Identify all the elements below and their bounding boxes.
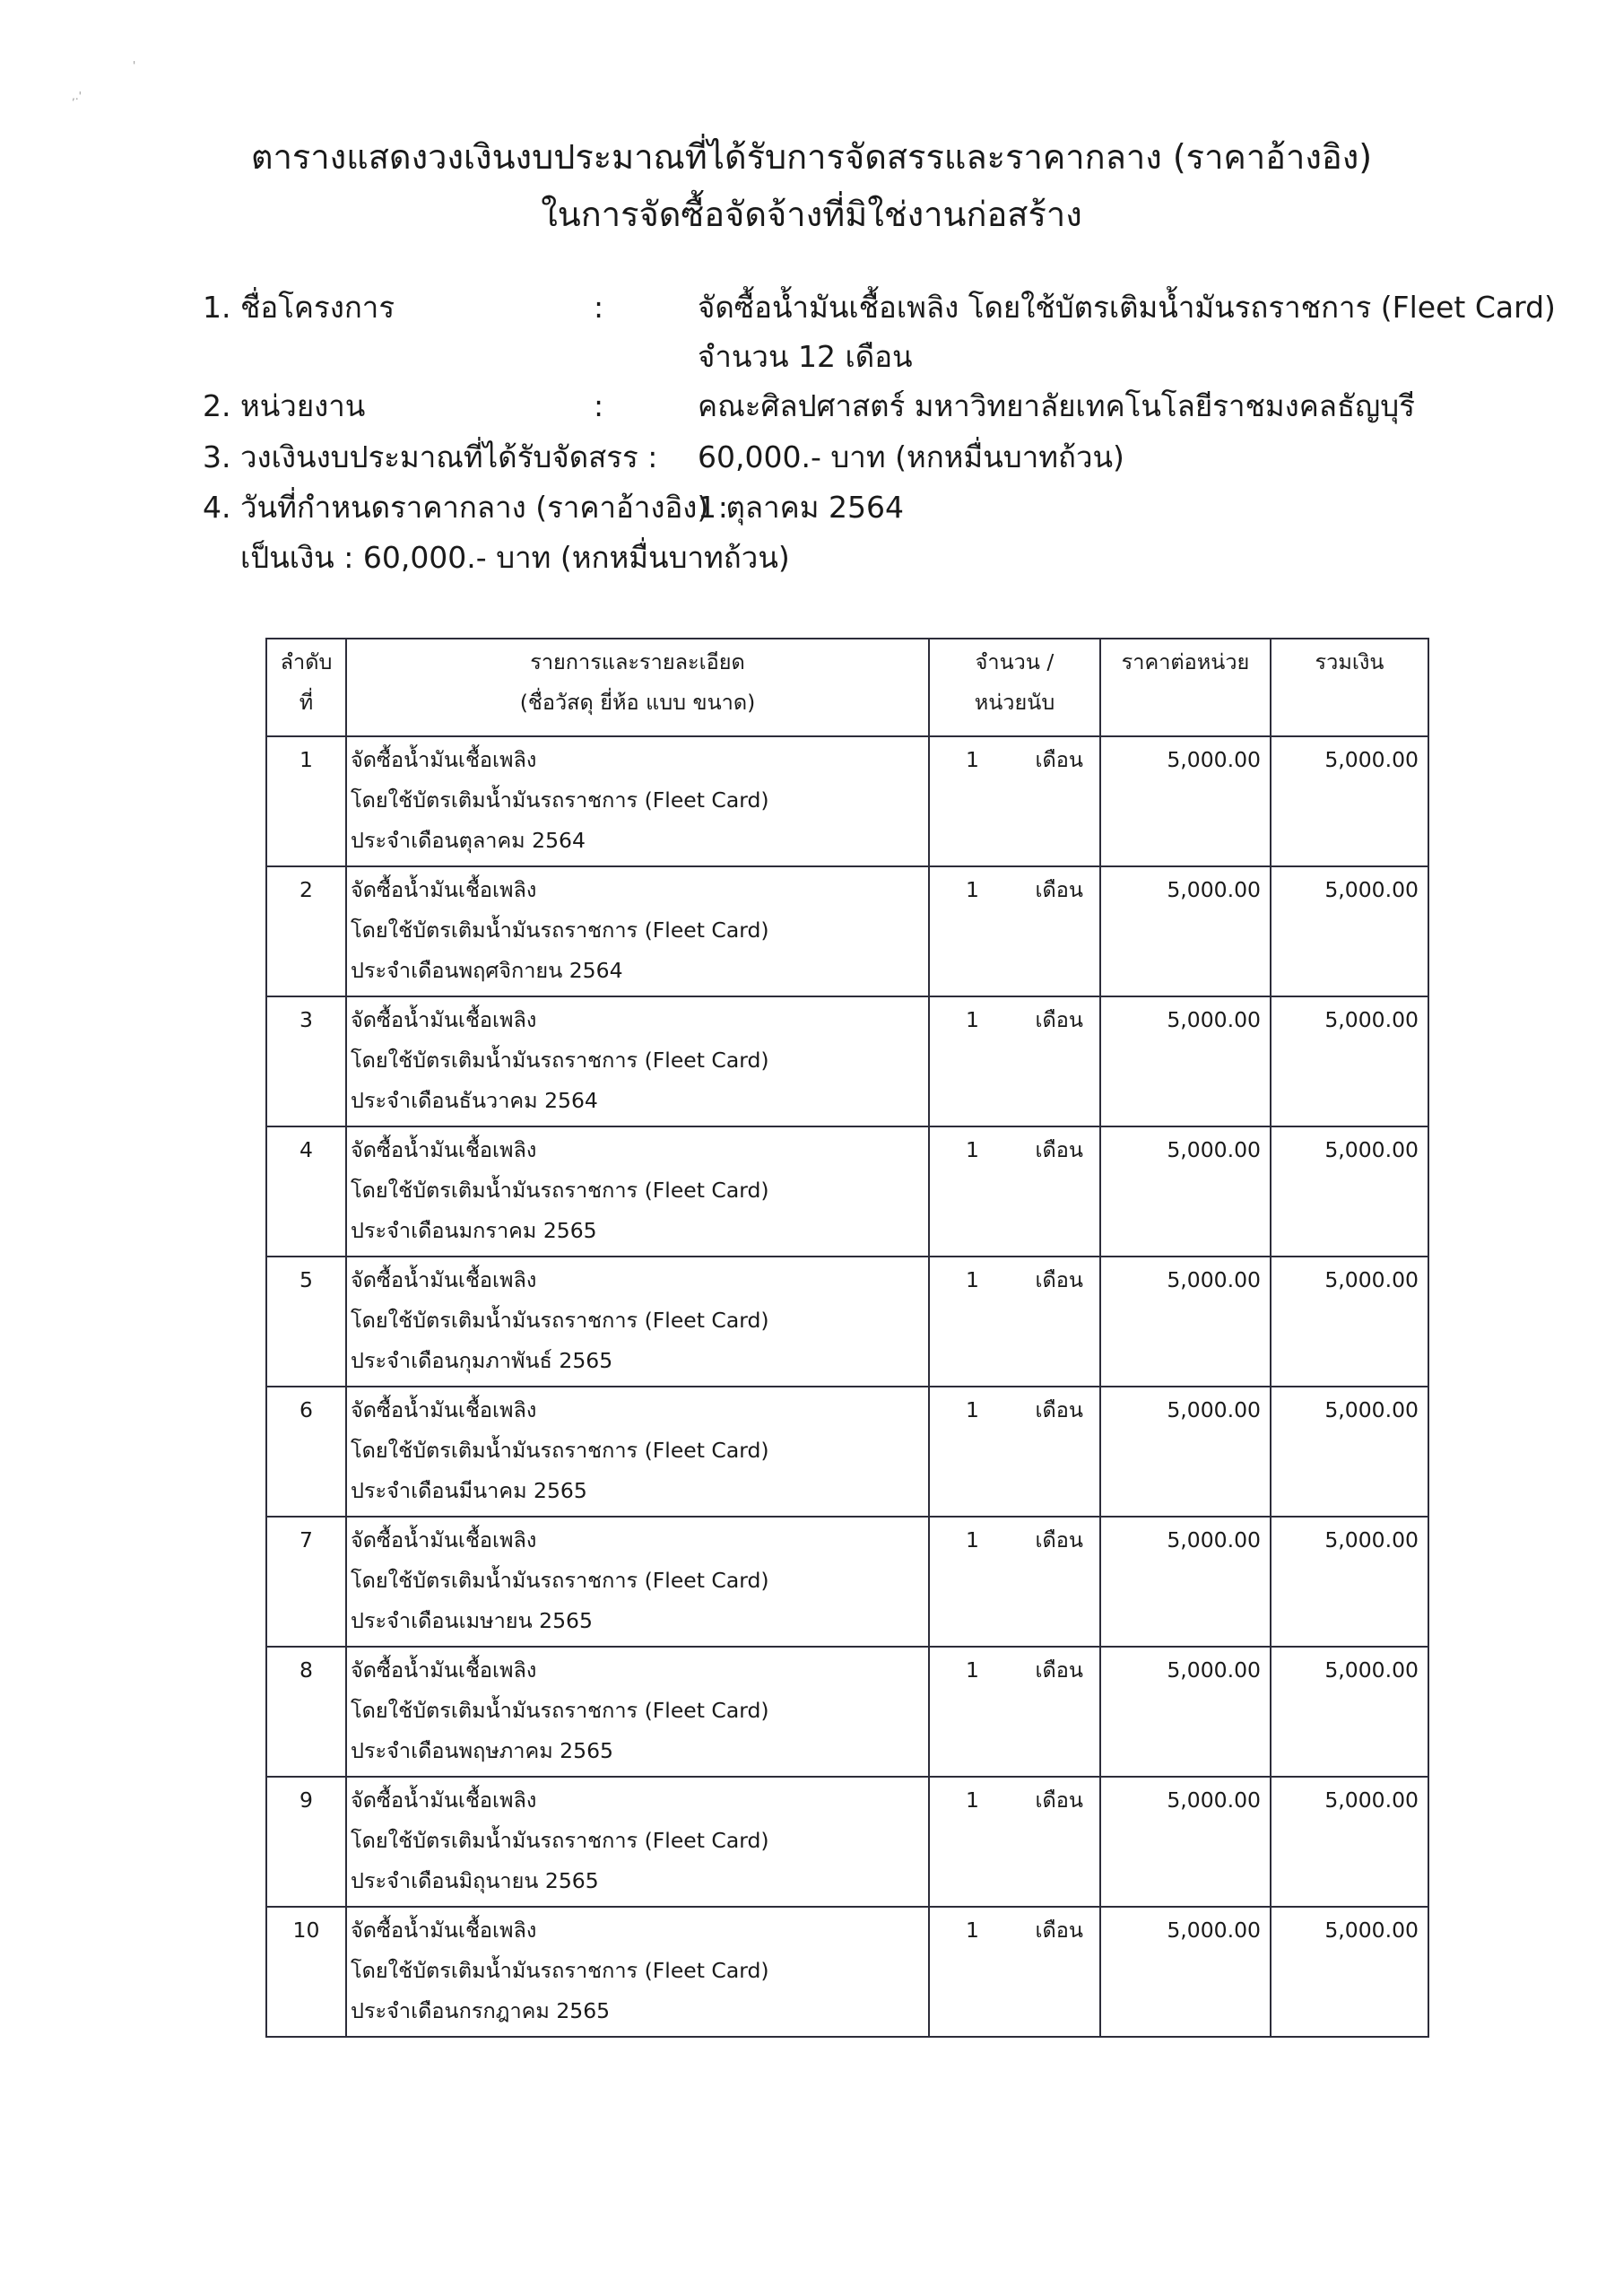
row-description-line-1: จัดซื้อน้ำมันเชื้อเพลิง — [351, 1397, 537, 1422]
row-unit-price: 5,000.00 — [1100, 1647, 1271, 1777]
header-quantity-line-2: หน่วยนับ — [974, 690, 1055, 715]
row-quantity-value: 1 — [966, 1267, 979, 1292]
table-row — [266, 1126, 1428, 1257]
row-total: 5,000.00 — [1271, 866, 1428, 996]
header-quantity — [929, 639, 1100, 736]
row-description-line-1: จัดซื้อน้ำมันเชื้อเพลิง — [351, 1267, 537, 1292]
row-description — [346, 1907, 929, 2037]
row-description-line-2: โดยใช้บัตรเติมน้ำมันรถราชการ (Fleet Card) — [351, 1438, 769, 1463]
row-unit-price: 5,000.00 — [1100, 1257, 1271, 1387]
date-label: 4. วันที่กำหนดราคากลาง (ราคาอ้างอิง) : — [203, 490, 728, 525]
header-unit-price — [1100, 639, 1271, 736]
row-unit-price: 5,000.00 — [1100, 1907, 1271, 2037]
row-quantity — [929, 1257, 1100, 1387]
budget-value: 60,000.- บาท (หกหมื่นบาทถ้วน) — [698, 439, 1124, 474]
row-description-line-2: โดยใช้บัตรเติมน้ำมันรถราชการ (Fleet Card) — [351, 787, 769, 813]
table-row — [266, 866, 1428, 996]
row-quantity-value: 1 — [966, 747, 979, 772]
row-unit-price: 5,000.00 — [1100, 1126, 1271, 1257]
table-row — [266, 1257, 1428, 1387]
row-unit-price: 5,000.00 — [1100, 996, 1271, 1126]
header-description-line-2: (ชื่อวัสดุ ยี่ห้อ แบบ ขนาด) — [519, 690, 756, 715]
row-description-line-3: ประจำเดือนมีนาคม 2565 — [351, 1478, 587, 1503]
header-quantity-line-1: จำนวน / — [975, 649, 1055, 674]
header-no-line-1: ลำดับ — [280, 649, 333, 674]
row-quantity — [929, 736, 1100, 866]
date-value: 1 ตุลาคม 2564 — [698, 490, 904, 525]
row-quantity-unit: เดือน — [1035, 1527, 1083, 1552]
scan-mark: ,.' — [72, 90, 82, 102]
row-quantity-unit: เดือน — [1035, 877, 1083, 902]
row-description-line-3: ประจำเดือนมิถุนายน 2565 — [351, 1868, 599, 1893]
document-title-line-1: ตารางแสดงวงเงินงบประมาณที่ได้รับการจัดสรรและราคากลาง (ราคาอ้างอิง) — [250, 137, 1373, 177]
row-quantity-unit: เดือน — [1035, 1267, 1083, 1292]
row-description-line-1: จัดซื้อน้ำมันเชื้อเพลิง — [351, 1137, 537, 1162]
row-description — [346, 866, 929, 996]
row-total: 5,000.00 — [1271, 1126, 1428, 1257]
row-quantity-unit: เดือน — [1035, 1137, 1083, 1162]
header-description — [346, 639, 929, 736]
row-quantity — [929, 1126, 1100, 1257]
table-row — [266, 1907, 1428, 2037]
header-no-line-2: ที่ — [299, 690, 314, 715]
row-description-line-1: จัดซื้อน้ำมันเชื้อเพลิง — [351, 1007, 537, 1032]
document-title-line-2: ในการจัดซื้อจัดจ้างที่มิใช่งานก่อสร้าง — [541, 195, 1082, 234]
row-number: 8 — [266, 1647, 346, 1777]
row-description — [346, 1387, 929, 1517]
row-quantity-unit: เดือน — [1035, 1787, 1083, 1813]
row-quantity-value: 1 — [966, 877, 979, 902]
row-number: 6 — [266, 1387, 346, 1517]
row-number: 5 — [266, 1257, 346, 1387]
row-quantity-value: 1 — [966, 1007, 979, 1032]
row-description-line-2: โดยใช้บัตรเติมน้ำมันรถราชการ (Fleet Card) — [351, 1178, 769, 1203]
row-description-line-1: จัดซื้อน้ำมันเชื้อเพลิง — [351, 747, 537, 772]
table-row — [266, 1517, 1428, 1647]
row-number: 1 — [266, 736, 346, 866]
row-quantity — [929, 1777, 1100, 1907]
table-header-row — [266, 639, 1428, 736]
row-quantity-value: 1 — [966, 1787, 979, 1813]
row-description — [346, 1257, 929, 1387]
row-number: 7 — [266, 1517, 346, 1647]
header-no — [266, 639, 346, 736]
row-number: 10 — [266, 1907, 346, 2037]
row-quantity-value: 1 — [966, 1397, 979, 1422]
row-quantity-value: 1 — [966, 1918, 979, 1943]
row-description-line-2: โดยใช้บัตรเติมน้ำมันรถราชการ (Fleet Card) — [351, 1568, 769, 1593]
row-number: 9 — [266, 1777, 346, 1907]
project-duration: จำนวน 12 เดือน — [698, 339, 913, 374]
row-description-line-3: ประจำเดือนมกราคม 2565 — [351, 1218, 597, 1243]
row-description-line-2: โดยใช้บัตรเติมน้ำมันรถราชการ (Fleet Card) — [351, 1958, 769, 1983]
row-description — [346, 1777, 929, 1907]
row-quantity — [929, 866, 1100, 996]
row-quantity-value: 1 — [966, 1657, 979, 1683]
row-description-line-1: จัดซื้อน้ำมันเชื้อเพลิง — [351, 1787, 537, 1813]
project-value: จัดซื้อน้ำมันเชื้อเพลิง โดยใช้บัตรเติมน้ำมันรถราชการ (Fleet Card) — [698, 290, 1556, 325]
row-description-line-3: ประจำเดือนพฤศจิกายน 2564 — [351, 958, 623, 983]
scan-mark: ' — [133, 59, 136, 72]
row-description-line-2: โดยใช้บัตรเติมน้ำมันรถราชการ (Fleet Card) — [351, 1698, 769, 1723]
row-quantity-unit: เดือน — [1035, 747, 1083, 772]
row-quantity — [929, 996, 1100, 1126]
row-description — [346, 1126, 929, 1257]
row-description-line-2: โดยใช้บัตรเติมน้ำมันรถราชการ (Fleet Card) — [351, 1308, 769, 1333]
row-quantity-unit: เดือน — [1035, 1007, 1083, 1032]
agency-value: คณะศิลปศาสตร์ มหาวิทยาลัยเทคโนโลยีราชมงคลธัญบุรี — [698, 388, 1415, 423]
row-number: 3 — [266, 996, 346, 1126]
row-total: 5,000.00 — [1271, 1517, 1428, 1647]
row-total: 5,000.00 — [1271, 1647, 1428, 1777]
row-description — [346, 996, 929, 1126]
colon: : — [594, 290, 604, 325]
row-unit-price: 5,000.00 — [1100, 1387, 1271, 1517]
row-description-line-1: จัดซื้อน้ำมันเชื้อเพลิง — [351, 877, 537, 902]
row-quantity-unit: เดือน — [1035, 1657, 1083, 1683]
row-quantity — [929, 1517, 1100, 1647]
header-description-line-1: รายการและรายละเอียด — [530, 649, 745, 674]
table-row — [266, 1777, 1428, 1907]
row-unit-price: 5,000.00 — [1100, 736, 1271, 866]
row-quantity — [929, 1647, 1100, 1777]
items-table — [265, 638, 1429, 2038]
row-quantity-unit: เดือน — [1035, 1397, 1083, 1422]
colon: : — [594, 388, 604, 423]
row-description-line-2: โดยใช้บัตรเติมน้ำมันรถราชการ (Fleet Card) — [351, 918, 769, 943]
table-row — [266, 736, 1428, 866]
row-quantity-unit: เดือน — [1035, 1918, 1083, 1943]
row-quantity — [929, 1387, 1100, 1517]
row-total: 5,000.00 — [1271, 736, 1428, 866]
row-description-line-3: ประจำเดือนตุลาคม 2564 — [351, 828, 586, 853]
agency-label: 2. หน่วยงาน — [203, 388, 366, 423]
row-total: 5,000.00 — [1271, 996, 1428, 1126]
row-description-line-2: โดยใช้บัตรเติมน้ำมันรถราชการ (Fleet Card) — [351, 1048, 769, 1073]
row-description — [346, 736, 929, 866]
table-row — [266, 996, 1428, 1126]
row-number: 4 — [266, 1126, 346, 1257]
row-total: 5,000.00 — [1271, 1257, 1428, 1387]
row-unit-price: 5,000.00 — [1100, 866, 1271, 996]
row-number: 2 — [266, 866, 346, 996]
project-label: 1. ชื่อโครงการ — [203, 290, 395, 325]
header-total-label: รวมเงิน — [1315, 649, 1384, 674]
row-description-line-3: ประจำเดือนกรกฎาคม 2565 — [351, 1998, 611, 2023]
row-description-line-3: ประจำเดือนกุมภาพันธ์ 2565 — [351, 1348, 613, 1373]
row-quantity-value: 1 — [966, 1527, 979, 1552]
row-unit-price: 5,000.00 — [1100, 1777, 1271, 1907]
table-row — [266, 1387, 1428, 1517]
row-description-line-3: ประจำเดือนเมษายน 2565 — [351, 1608, 593, 1633]
budget-label: 3. วงเงินงบประมาณที่ได้รับจัดสรร : — [203, 439, 658, 474]
row-total: 5,000.00 — [1271, 1777, 1428, 1907]
header-unit-price-label: ราคาต่อหน่วย — [1121, 649, 1250, 674]
row-total: 5,000.00 — [1271, 1387, 1428, 1517]
row-unit-price: 5,000.00 — [1100, 1517, 1271, 1647]
row-description-line-1: จัดซื้อน้ำมันเชื้อเพลิง — [351, 1918, 537, 1943]
row-description-line-2: โดยใช้บัตรเติมน้ำมันรถราชการ (Fleet Card) — [351, 1828, 769, 1853]
row-description — [346, 1647, 929, 1777]
row-total: 5,000.00 — [1271, 1907, 1428, 2037]
row-description — [346, 1517, 929, 1647]
table-row — [266, 1647, 1428, 1777]
row-description-line-3: ประจำเดือนธันวาคม 2564 — [351, 1088, 598, 1113]
row-description-line-1: จัดซื้อน้ำมันเชื้อเพลิง — [351, 1657, 537, 1683]
amount-line: เป็นเงิน : 60,000.- บาท (หกหมื่นบาทถ้วน) — [240, 540, 790, 575]
header-total — [1271, 639, 1428, 736]
row-quantity-value: 1 — [966, 1137, 979, 1162]
row-description-line-1: จัดซื้อน้ำมันเชื้อเพลิง — [351, 1527, 537, 1552]
row-description-line-3: ประจำเดือนพฤษภาคม 2565 — [351, 1738, 613, 1763]
row-quantity — [929, 1907, 1100, 2037]
